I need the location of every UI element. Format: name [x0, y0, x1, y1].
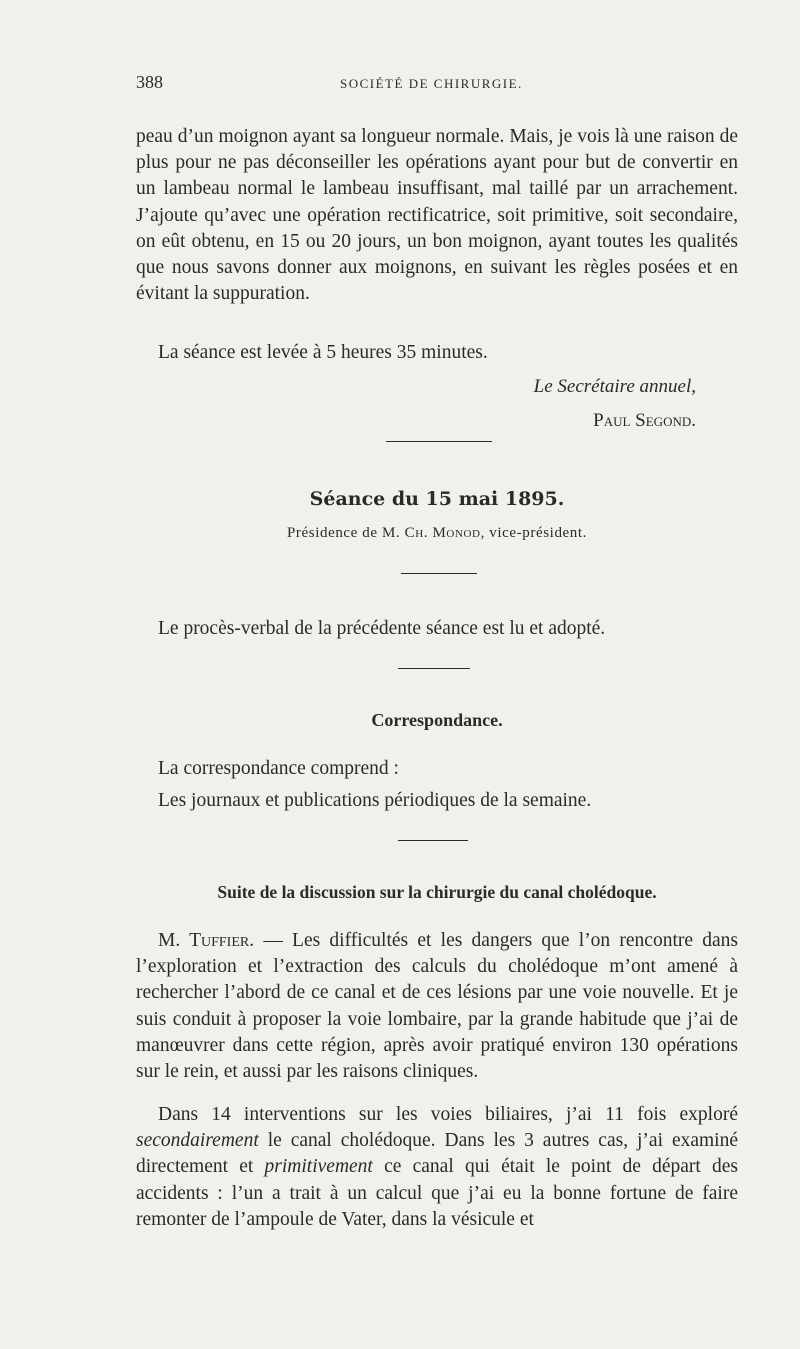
secretary-role-text: Le Secrétaire annuel, [533, 376, 696, 397]
secretary-name [593, 410, 696, 432]
discussion-paragraph-1 [136, 928, 738, 1085]
minutes-text: Le procès-verbal de la précédente séance est lu et adopté. [158, 618, 606, 639]
paragraph-session-closed: La séance est levée à 5 heures 35 minutes. [158, 342, 488, 363]
president-name: Ch. Monod [404, 525, 481, 541]
divider [401, 573, 477, 574]
p2-part-c: ce canal qui était le point de départ des accidents : l’un a trait à un calcul que j’ai eu la bonne fortune de faire remonter de l’ampoule de Vater, dans la vésicule et [136, 1156, 739, 1230]
speaker-name: M. Tuffier. [158, 930, 255, 951]
discussion-paragraph-2 [136, 1102, 738, 1233]
p2-emphasis-secondairement: secondairement [136, 1130, 259, 1152]
p2-emphasis-primitivement: primitivement [264, 1156, 373, 1178]
secretary-name-text: Paul Segond. [593, 410, 696, 431]
discussion-heading: Suite de la discussion sur la chirurgie du canal cholédoque. [217, 882, 657, 902]
discussion-paragraph-1-text: — Les difficultés et les dangers que l’on rencontre dans l’exploration et l’extraction des calculs du cholédoque m’ont amené à rechercher l’abord de ce canal et de ces lésions par une voie nouvelle. Et je suis conduit à proposer la voie lombaire, par la grande habitude que j’ai de manœuvrer dans cette région, après avoir pratiqué environ 130 opérations sur le rein, et aussi par les raisons cliniques. [136, 930, 738, 1083]
correspondance-line-2: Les journaux et publications périodiques de la semaine. [158, 790, 592, 811]
page-number: 388 [136, 72, 163, 92]
divider [398, 668, 470, 669]
divider [386, 441, 492, 442]
running-title: SOCIÉTÉ DE CHIRURGIE. [340, 76, 523, 91]
presidency-prefix: Présidence de M. [286, 525, 405, 541]
correspondance-line-1: La correspondance comprend : [158, 758, 399, 779]
correspondance-heading: Correspondance. [371, 710, 503, 730]
p2-part-a: Dans 14 interventions sur les voies biliaires, j’ai 11 fois exploré [158, 1104, 738, 1125]
session-presidency [136, 525, 738, 542]
secretary-role [534, 376, 696, 398]
paragraph-amputation-end: peau d’un moignon ayant sa longueur normale. Mais, je vois là une raison de plus pour ne pas déconseiller les opérations ayant pour but de convertir en un lambeau normal le lambeau insuffisant, mal taillé par un arrachement. J’ajoute qu’avec une opération rectificatrice, soit primitive, soit secondaire, on eût obtenu, en 15 ou 20 jours, un bon moignon, ayant toutes les qualités que nous savons donner aux moignons, en suivant les règles posées et en évitant la suppuration. [136, 126, 738, 305]
p2-part-b: le canal cholédoque. Dans les 3 autres cas, j’ai examiné directement et [136, 1130, 738, 1178]
presidency-suffix: , vice-président. [480, 525, 588, 541]
session-title: Séance du 15 mai 1895. [309, 488, 565, 510]
divider [398, 840, 468, 841]
